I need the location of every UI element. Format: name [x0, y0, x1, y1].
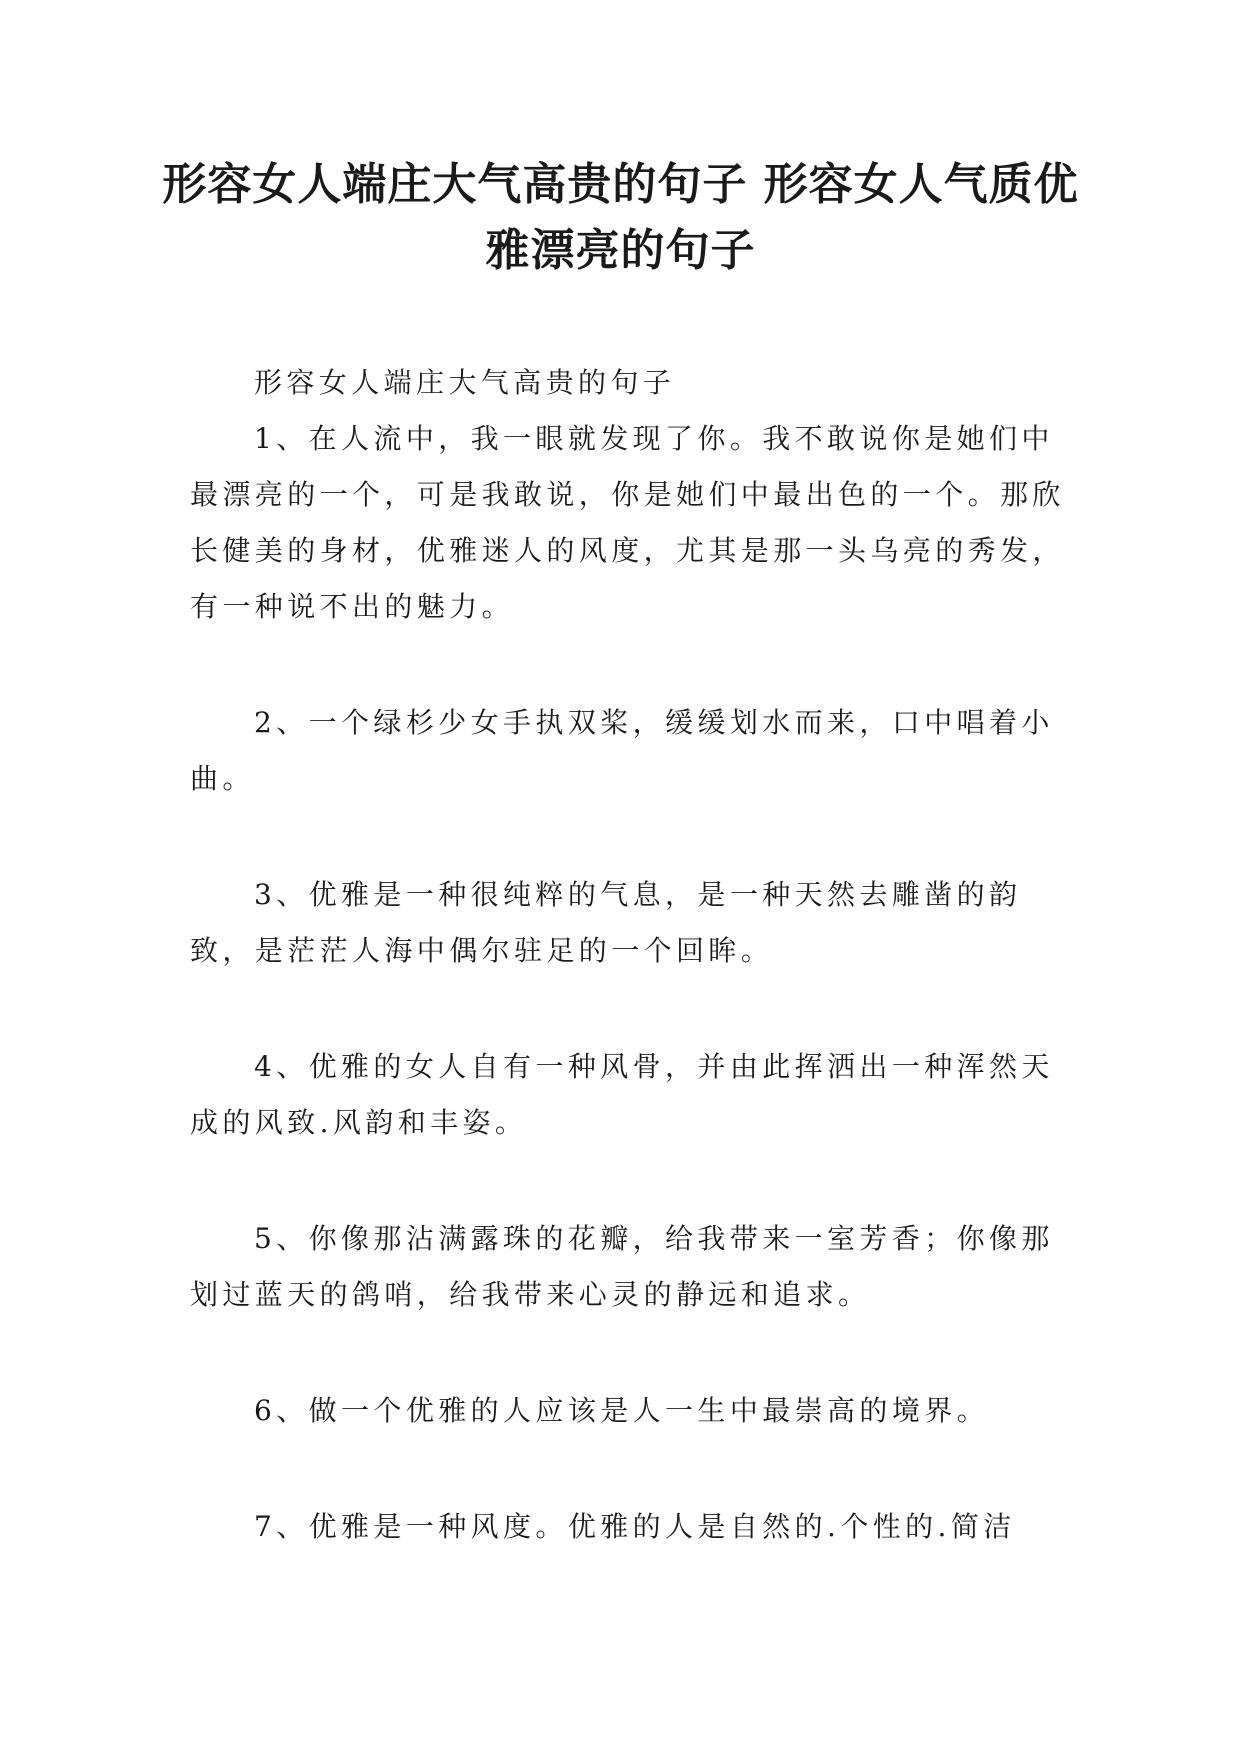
section-heading: 形容女人端庄大气高贵的句子 — [254, 366, 676, 399]
paragraph-4: 4、优雅的女人自有一种风骨，并由此挥洒出一种浑然天成的风致.风韵和丰姿。 — [190, 1050, 1054, 1139]
paragraph-6: 6、做一个优雅的人应该是人一生中最崇高的境界。 — [254, 1394, 990, 1427]
paragraph-1: 1、在人流中，我一眼就发现了你。我不敢说你是她们中最漂亮的一个，可是我敢说，你是她们中最出色的一个。那欣长健美的身材，优雅迷人的风度，尤其是那一头乌亮的秀发，有一种说不出的魅力。 — [190, 422, 1065, 623]
paragraph-5: 5、你像那沾满露珠的花瓣，给我带来一室芳香；你像那划过蓝天的鸽哨，给我带来心灵的静远和追求。 — [190, 1222, 1054, 1311]
document-body — [190, 355, 1068, 1555]
paragraph-7: 7、优雅是一种风度。优雅的人是自然的.个性的.简洁 — [254, 1510, 1016, 1543]
document-title: 形容女人端庄大气高贵的句子 形容女人气质优雅漂亮的句子 — [162, 159, 1079, 276]
paragraph-2: 2、一个绿杉少女手执双桨，缓缓划水而来，口中唱着小曲。 — [190, 706, 1054, 795]
paragraph-3: 3、优雅是一种很纯粹的气息，是一种天然去雕凿的韵致，是茫茫人海中偶尔驻足的一个回眸。 — [190, 878, 1022, 967]
